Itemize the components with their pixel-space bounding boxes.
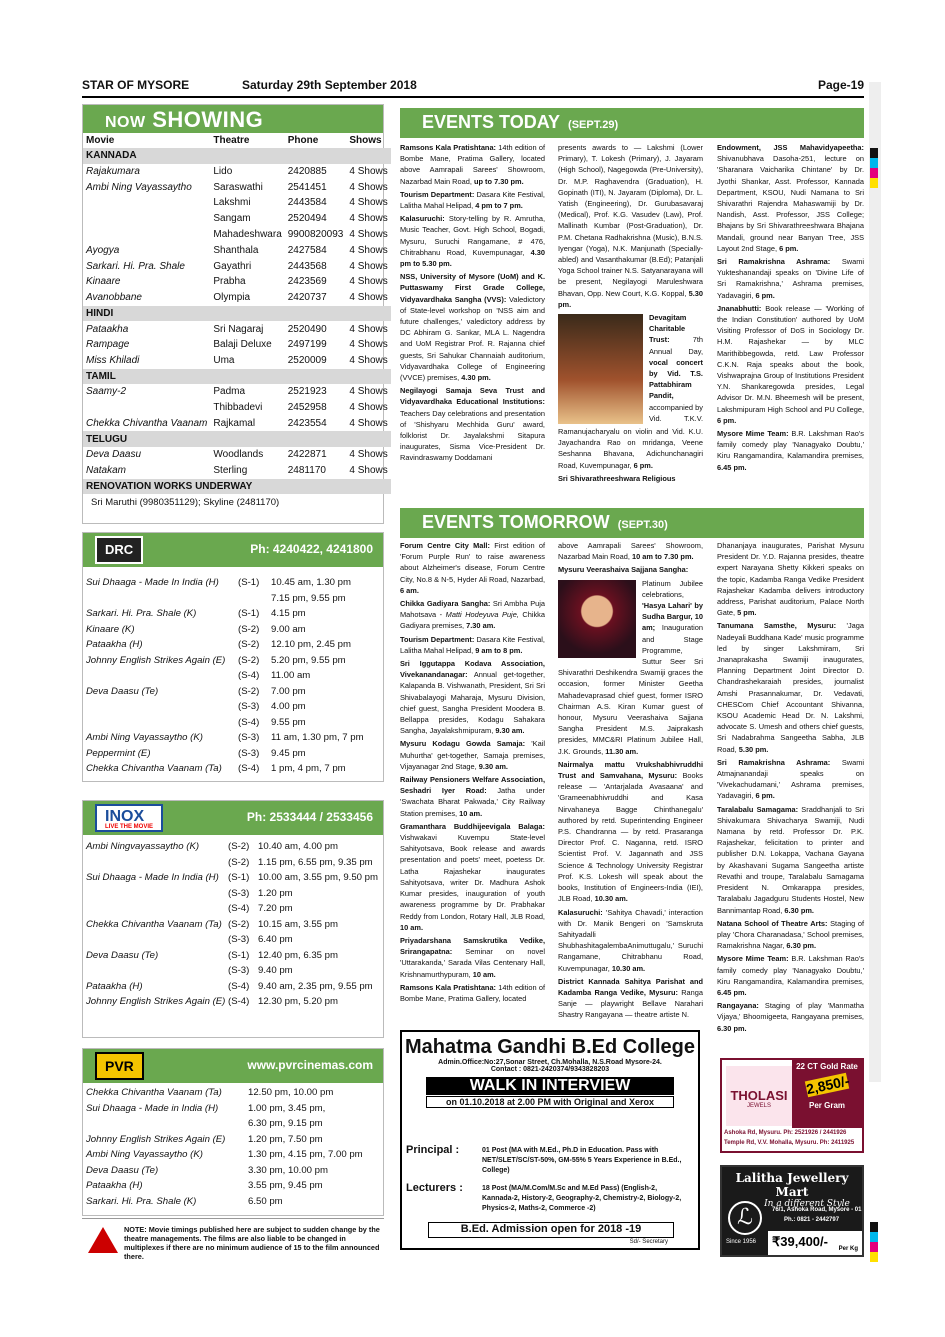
schedule-row [83, 715, 383, 731]
film-name: Johnny English Strikes Again (E) [86, 1133, 226, 1145]
movie-cell: Chekka Chivantha Vaanam [86, 418, 208, 430]
pvr-schedule [83, 1083, 383, 1209]
reg-mark-black [870, 148, 878, 158]
schedule-row [83, 746, 383, 762]
film-name: Deva Daasu (Te) [86, 1164, 159, 1176]
shows-cell: 4 Shows [349, 181, 388, 193]
screen: (S-4) [228, 980, 250, 992]
section-label: HINDI [83, 306, 391, 322]
movie-cell: Pataakha [86, 323, 129, 335]
movie-cell: Natakam [86, 465, 127, 477]
schedule-row [83, 1194, 383, 1210]
college-address: Admin.Office:No:27,Sonar Street, Ch.Mohalla, N.S.Road Mysore-24. [438, 1059, 662, 1066]
phone-cell: 2520009 [287, 355, 327, 367]
phone-cell: 2423554 [287, 418, 327, 430]
theatre-cell: Balaji Deluxe [213, 339, 272, 351]
film-name: Sui Dhaaga - Made In India (H) [86, 872, 219, 883]
tholasi-address-2: Temple Rd, V.V. Mohalla, Mysuru. Ph: 2411925 [724, 1140, 855, 1146]
show-times: 10.15 am, 3.55 pm [258, 918, 338, 930]
pvr-header [83, 1049, 383, 1083]
phone-cell: 2520490 [287, 323, 327, 335]
theatre-cell: Rajkamal [213, 418, 256, 430]
shows-cell: 4 Shows [349, 244, 388, 256]
show-times: 10.40 am, 4.00 pm [258, 841, 338, 852]
film-name: Peppermint (E) [86, 747, 151, 759]
movie-cell: Saamy-2 [86, 386, 127, 398]
movie-cell [83, 211, 210, 227]
show-times: 3.55 pm, 9.45 pm [248, 1180, 323, 1191]
show-times: 12.30 pm, 5.20 pm [258, 996, 338, 1007]
schedule-row [83, 1178, 383, 1194]
show-times: 1.30 pm, 4.15 pm, 7.00 pm [248, 1149, 363, 1160]
phone-cell: 2422871 [287, 449, 327, 461]
table-row [83, 384, 391, 400]
table-row [83, 337, 391, 353]
screen: (S-2) [238, 639, 260, 650]
shows-cell: 4 Shows [349, 165, 388, 177]
interview-date: on 01.10.2018 at 2.00 PM with Original and Xerox [426, 1096, 674, 1108]
show-times: 4.15 pm [271, 608, 306, 619]
show-times: 1.20 pm, 7.50 pm [248, 1133, 323, 1145]
reg-mark-magenta [870, 168, 878, 178]
schedule-row [83, 1116, 383, 1132]
table-row [83, 164, 391, 180]
section-label: TAMIL [83, 369, 391, 385]
shows-cell: 4 Shows [349, 292, 388, 304]
warning-icon [88, 1227, 118, 1253]
film-name: Johnny English Strikes Again (E) [86, 654, 226, 666]
secretary-sign: Sd/- Secretary [629, 1239, 668, 1245]
shows-cell: 4 Shows [349, 213, 388, 225]
schedule-row [83, 622, 383, 638]
schedule-row [83, 886, 383, 902]
movie-cell: Ambi Ning Vayassaytho [86, 181, 192, 193]
film-name: Pataakha (H) [86, 1180, 143, 1191]
screen: (S-3) [238, 732, 260, 743]
show-times: 9.40 am, 2.35 pm, 9.55 pm [258, 980, 373, 992]
screen: (S-3) [238, 747, 260, 759]
schedule-row [83, 1085, 383, 1101]
show-times: 12.10 pm, 2.45 pm [271, 639, 351, 650]
film-name: Deva Daasu (Te) [86, 949, 159, 961]
schedule-row [83, 948, 383, 964]
shows-cell: 4 Shows [349, 355, 388, 367]
section-label: KANNADA [83, 148, 391, 164]
college-ad [400, 1030, 700, 1250]
events-tomorrow-col-3: Dhananjaya inaugurates, Parishat Mysuru President Dr. Y.D. Rajanna presides, theatre expert Narayana Shetty Kikkeri speaks on the topic, Kadamba Ranga Vedike President Rajashekar Kadamba delivers introductory address, Parishat auditorium, Palace North Gate, 5 pm. Tanumana Samsthe, Mysuru: 'Jaga Nadeyali Buddhana Kade' music programme led by singer Lakshmiram, Sri Jnanaprakasha Swamiji inaugurates, Planning Department Joint Director D. Chandrashekaraiah presides, journalist Amshi Prasannakumar, Dr. Vedavati, CHESCom Chief Accountant Shivanna, KSOU Academic Head Dr. N. Lakshmi, advocate S. Umesh and others chief guests, Sri Nadabrahma Sangeetha Sabha, JLB Road, 5.30 pm. Sri Ramakrishna Ashrama: Swami Atmajnanandaji speaks on 'Vivekachudamani,' Ashrama premises, Yadavagiri, 6 pm. Taralabalu Samagama: Sraddhanjali to Sri Shivakumara Shivacharya Swamiji, Nudi Namana by retd. Professor Dr. P.K. Rajashekar, felicitation to printer and publisher D.N. Lokappa, Vachana Gayana by Akashavani Sugama Sangeetha artiste Revathi and troupe, Taralabalu Samagama President N. Omkarappa presides, Taralabalu Jagadguru Students Hostel, New Bannimantap Road, 6.30 pm. Natana School of Theatre Arts: Staging of play 'Chora Charanadasa,' School premises, Ramakrishna Nagar, 6.30 pm. Mysore Mime Team: B.R. Lakshman Rao's family comedy play 'Nanagyako Doubtu,' Kiru Rangamandira, Kalamandira premises, 6.45 pm. Rangayana: Staging of play 'Manmatha Vijaya,' Bhoomigeeta, Rangayana premises, 6.30 pm. [717, 541, 864, 1033]
reg-mark-cyan-2 [870, 1232, 878, 1242]
phone-cell: 2452958 [287, 402, 327, 414]
phone-cell: 2443568 [287, 260, 327, 272]
movie-cell [83, 195, 210, 211]
screen: (S-2) [238, 623, 260, 635]
schedule-row [83, 684, 383, 700]
phone-cell: 2520494 [287, 213, 327, 225]
show-times: 6.30 pm, 9.15 pm [248, 1118, 323, 1129]
lalitha-emblem: ℒ [728, 1201, 762, 1235]
film-name: Chekka Chivantha Vaanam (Ta) [86, 763, 222, 774]
theatre-cell: Lakshmi [213, 197, 251, 209]
phone-cell: 2443584 [287, 197, 327, 209]
phone-cell: 2423569 [287, 276, 327, 288]
show-times: 10.00 am, 3.55 pm, 9.50 pm [258, 872, 378, 883]
schedule-row [83, 979, 383, 995]
section-label: RENOVATION WORKS UNDERWAY [83, 479, 391, 495]
inox-schedule [83, 835, 383, 1010]
show-times: 7.20 pm [258, 903, 293, 914]
table-row [83, 321, 391, 337]
theatre-cell: Woodlands [213, 449, 264, 461]
screen: (S-4) [228, 903, 250, 914]
tholasi-ad [720, 1058, 864, 1153]
schedule-row [83, 917, 383, 933]
show-times: 1.15 pm, 6.55 pm, 9.35 pm [258, 856, 373, 868]
theatre-cell: Uma [213, 355, 235, 367]
registration-strip [869, 82, 881, 1082]
now-showing-header [83, 105, 383, 133]
language-section-row [83, 479, 391, 495]
schedule-row [83, 855, 383, 871]
table-header-row [83, 133, 391, 148]
screen: (S-1) [228, 949, 250, 961]
film-name: Chekka Chivantha Vaanam (Ta) [86, 918, 222, 930]
lecturers-text: 18 Post (MA/M.Com/M.Sc and M.Ed Pass) (English-2, Kannada-2, History-2, Geography-2, Chemistry-2, Biology-2, Physics-2, Maths-2, Commerce -2) [482, 1185, 682, 1212]
table-row [83, 258, 391, 274]
shows-cell: 4 Shows [349, 465, 388, 477]
inox-logo: INOX LIVE THE MOVIE [95, 804, 163, 832]
schedule-row [83, 575, 383, 591]
inox-phone: Ph: 2533444 / 2533456 [246, 810, 373, 824]
lalitha-address: 76/1, Ashoka Road, Mysore - 01 [772, 1207, 862, 1213]
phone-cell: 2521923 [287, 386, 327, 398]
table-row [83, 211, 391, 227]
schedule-row [83, 932, 383, 948]
screen: (S-3) [228, 934, 250, 945]
drc-schedule [83, 567, 383, 777]
schedule-row [83, 591, 383, 607]
theatre-cell: Gayathri [213, 260, 252, 272]
lalitha-ad [720, 1165, 864, 1257]
language-section-row [83, 306, 391, 322]
schedule-row [83, 1147, 383, 1163]
now-showing-box [82, 104, 388, 524]
film-name: Ambi Ning Vayassaytho (K) [86, 732, 203, 743]
screen: (S-1) [238, 608, 260, 619]
events-tomorrow-title: EVENTS TOMORROW (SEPT.30) [422, 512, 668, 532]
header-rule [82, 96, 864, 98]
schedule-row [83, 668, 383, 684]
show-times: 6.50 pm [248, 1195, 283, 1207]
movie-cell: Avanobbane [86, 292, 142, 304]
theatre-cell: Mahadeshwara [213, 229, 282, 241]
table-row [83, 195, 391, 211]
film-name: Sarkari. Hi. Pra. Shale (K) [86, 608, 197, 619]
schedule-row [83, 761, 383, 777]
show-times: 1.00 pm, 3.45 pm, [248, 1102, 326, 1114]
screen: (S-1) [238, 577, 260, 588]
schedule-row [83, 870, 383, 886]
movie-cell [83, 400, 210, 416]
screen: (S-4) [238, 716, 260, 728]
phone-cell: 2420885 [287, 165, 327, 177]
schedule-row [83, 901, 383, 917]
screen: (S-2) [228, 841, 250, 852]
film-name: Pataakha (H) [86, 639, 143, 650]
show-times: 11 am, 1.30 pm, 7 pm [271, 732, 364, 743]
film-name: Ambi Ningvayassaytho (K) [86, 841, 200, 852]
reg-mark-yellow-2 [870, 1252, 878, 1262]
table-row [83, 400, 391, 416]
table-row [83, 274, 391, 290]
pvr-cinema-box [82, 1048, 384, 1216]
show-times: 10.45 am, 1.30 pm [271, 577, 351, 588]
lecturers-label: Lecturers : [406, 1182, 463, 1194]
movie-cell: Rampage [86, 339, 130, 351]
schedule-row [83, 637, 383, 653]
lalitha-phone: Ph.: 0821 - 2442797 [784, 1217, 840, 1223]
shows-cell: 4 Shows [349, 260, 388, 272]
pvr-website[interactable]: www.pvrcinemas.com [247, 1058, 373, 1072]
show-times: 4.00 pm [271, 701, 306, 712]
now-showing-title: NOW SHOWING [105, 107, 264, 132]
pvr-logo: PVR [95, 1052, 144, 1080]
theatre-cell: Sangam [213, 213, 251, 225]
language-section-row [83, 431, 391, 447]
language-section-row [83, 148, 391, 164]
reg-mark-cyan [870, 158, 878, 168]
show-times: 7.00 pm [271, 685, 306, 697]
col-movie: Movie [86, 135, 115, 146]
events-tomorrow-col-1: Forum Centre City Mall: First edition of 'Forum Purple Run' to raise awareness about Alzheimer's disease, Forum Centre City, No.8 & N-5, Hyder Ali Road, Nazarbad, 6 am. Chikka Gadiyara Sangha: Sri Ambha Puja Mahotsava - Matti Hodeyuva Puje, Chikka Gadiyara premises, 7.30 am. Tourism Department: Dasara Kite Festival, Lalitha Mahal Helipad, 9 am to 8 pm. Sri Iggutappa Kodava Association, Vivekanandanagar: Annual get-together, Kalapanda B. Vishwanath, President, Sri Sri Shivabalayogi Maharaja, Mysuru Division, chief guest, Sangha President Moodera B. Bellappa presides, Kodagu Sahakara Sangha, Jayalakshmipuram, 9.30 am. Mysuru Kodagu Gowda Samaja: 'Kail Muhurtha' get-together, Samaja premises, Vijayanagar 2nd Stage, 9.30 am. Railway Pensioners Welfare Association, Seshadri Iyer Road: Jatha under 'Swachata Bharat Pakwada,' City Railway Station premises, 10 am. Gramanthara Buddhijeevigala Balaga: Vishwakavi Kuvempu State-level Sahityotsava, Book release and awards presentation and poets' meet, poetess Dr. Latha Rajashekar inaugurates Sahityotsava, writer Dr. Madhura Ashok Kumar presides, inauguration of youth awareness programme by Dr. Prabhakar Reddy from London, Rotary Hall, JLB Road, 10 am. Priyadarshana Samskrutika Vedike, Srirangapatna: Seminar on novel 'Uttarakanda,' Sarada Vilas Centenary Hall, Krishnamurthypuram, 10 am. Ramsons Kala Pratishtana: 14th edition of Bombe Mane, Pratima Gallery, located [400, 541, 546, 1003]
singer-photo [558, 314, 643, 424]
table-row [83, 447, 391, 463]
shows-cell: 4 Shows [349, 418, 388, 430]
schedule-row [83, 994, 383, 1010]
shows-cell: 4 Shows [349, 323, 388, 335]
tholasi-logo: THOLASI JEWELS [726, 1066, 792, 1126]
show-times: 5.20 pm, 9.55 pm [271, 654, 346, 666]
movie-cell [83, 227, 210, 243]
schedule-row [83, 839, 383, 855]
phone-cell: 2481170 [287, 465, 326, 477]
shows-cell: 4 Shows [349, 402, 388, 414]
lalitha-tagline: In a different Style [764, 1199, 850, 1209]
table-row [83, 463, 391, 479]
drc-phone: Ph: 4240422, 4241800 [250, 542, 373, 556]
gold-rate-box: 22 CT Gold Rate 2,850/- Per Gram [792, 1060, 862, 1128]
tholasi-address-1: Ashoka Rd, Mysuru. Ph: 2521926 / 2441926 [724, 1130, 847, 1136]
events-tomorrow-header [400, 508, 864, 538]
phone-cell: 2420737 [287, 292, 327, 304]
movie-cell: Miss Khiladi [86, 355, 140, 367]
phone-cell: 2497199 [287, 339, 327, 351]
principal-label: Principal : [406, 1144, 460, 1156]
reg-mark-yellow [870, 178, 878, 188]
events-tomorrow-col-2: above Aamrapali Sarees' Showroom, Nazarbad Main Road, 10 am to 7.30 pm. Mysuru Veerashaiva Sajjana Sangha: Platinum Jubilee celebrations, 'Hasya Lahari' by Sudha Bargur, 10 am; Inauguration and Stage Programme, Suttur Seer Sri Shivarathri Deshikendra Swamiji graces the occasion, former Minister Geetha Mahadevaprasad chief guest, former ISRO Chairman A.S. Kiran Kumar guest of honour, Mysuru Veerashaiva Sajjana Sangha President M.S. Jaiprakash presides, MMC&RI Platinum Jubilee Hall, J.K. Grounds, 11.30 am. Nairmalya mattu Vrukshabhivruddhi Trust and Samvahana, Mysuru: Books release — 'Antarjalada Avasaana' and 'Grameenabhivruddhi and Kasa Nirvahaneya Bagge Chinthanegalu' authored by retd. Superintending Engineer P.S. Chandranna — by retd. Prasaranga Director Prof. C. Naganna, retd. ISRO Scientist Prof. V. Jagannath and JSS Science & Technology University Registrar Prof. K.S. Lokesh will speak about the books, Institution of Engineers-India (IEI), JLB Road, 10.30 am. Kalasuruchi: 'Sahitya Chavadi,' interaction with Dr. Manik Bengeri on 'Samskruta Sahityadalli ShubhashitagalembaAnimuttugalu,' Suruchi Rangamane, Chitrabhanu Road, Kuvempunagar, 10.30 am. District Kannada Sahitya Parishat and Kadamba Ranga Vedike, Mysuru: Ranga Sanje — playwright Bellave Narahari Shastry Rangayana — theatre artiste N. [558, 541, 703, 1020]
phone-cell: 2427584 [287, 244, 327, 256]
events-today-title: EVENTS TODAY (SEPT.29) [422, 112, 619, 132]
screen: (S-2) [228, 918, 250, 930]
theatre-cell: Prabha [213, 276, 246, 288]
table-row [83, 416, 391, 432]
screen: (S-3) [228, 887, 250, 899]
phone-cell: 2541451 [287, 181, 327, 193]
events-today-col-1: Ramsons Kala Pratishtana: 14th edition of Bombe Mane, Pratima Gallery, located above Aamrapali Sarees' Showroom, Nazarbad Main Road, up to 7.30 pm. Tourism Department: Dasara Kite Festival, Lalitha Mahal Helipad, 4 pm to 7 pm. Kalasuruchi: Story-telling by R. Amrutha, Music Teacher, Govt. High School, Bogadi, Mysuru, Suruchi Rangamane, # 476, Chitrabhanu Road, Kuvempunagar, 4.30 pm to 5.30 pm. NSS, University of Mysore (UoM) and K. Puttaswamy First Grade College, Vidyavardhaka Sangha (VVS): Valedictory of State-level workshop on 'NSS aim and future challenges,' valedictory address by DC Abhiram G. Sankar, MLA L. Nagendra and UoM Registrar Prof. R. Rajanna chief guests, Sri Sahukar Channaiah auditorium, Vidyavardhaka College of Engineering (VVCE) premises, 4.30 pm. Negilayogi Samaja Seva Trust and Vidyavardhaka Educational Institutions: Teachers Day celebrations and presentation of 'Shishyaru Mechhida Guru' award, folklorist Dr. Jayalakshmi Sitapura inaugurates, Sisma Vice-President Dr. Ravindraswamy Doddamani [400, 143, 545, 463]
drc-cinema-box [82, 532, 384, 782]
show-times: 9.00 am [271, 623, 306, 635]
screen: (S-1) [228, 872, 250, 883]
silver-price: ₹39,400/- Per Kg [768, 1231, 862, 1255]
language-section-row [83, 369, 391, 385]
screen: (S-2) [238, 654, 260, 666]
show-times: 12.40 pm, 6.35 pm [258, 949, 338, 961]
theatre-cell: Sri Nagaraj [213, 323, 264, 335]
shows-cell: 4 Shows [349, 386, 388, 398]
artiste-photo [558, 580, 636, 658]
schedule-row [83, 730, 383, 746]
page-header [82, 78, 864, 96]
theatre-cell: Saraswathi [213, 181, 263, 193]
lalitha-since: Since 1956 [726, 1239, 757, 1245]
shows-cell: 4 Shows [349, 197, 388, 209]
movie-cell: Deva Daasu [86, 449, 142, 461]
table-row [83, 179, 391, 195]
paper-name: STAR OF MYSORE [82, 78, 190, 92]
film-name: Sui Dhaaga - Made in India (H) [86, 1102, 219, 1114]
show-times: 9.45 pm [271, 747, 306, 759]
screen: (S-4) [228, 996, 250, 1007]
drc-logo: DRC [95, 536, 143, 564]
events-today-col-2: presents awards to — Lakshmi (Lower Primary), T. Lokesh (Primary), J. Jayaram (High School), Nagegowda (Pre-University), Dr. M.P. Raghavendra (Graduation), H. Gopinath (ITI), N. Jayaram (Diploma), Dr. L. Yatish (Engineering), Dr. Gurubasavaraj (Medical), Prof. K.G. Vasudev (Law), Prof. Mallinath Kumbar (Post-Graduation), Dr. P.M. Chetana Radhakrishna (Music), B.N.S. Iyengar (Yoga), N.K. Manjunath (Specially-abled) and Vasanthakumar (B.Ed); Patanjali Yoga School trainer N.S. Satyanarayana will be present, Negilayogi Maruleshwara Bhavan, Opp. New Court, K.G. Koppal, 5.30 pm. Devagitam Charitable Trust: 7th Annual Day, vocal concert by Vid. T.S. Pattabhiram Pandit, accompanied by Vid. T.K.V. Ramanujacharyalu on violin and Vid. K.U. Jayachandra Rao on mridanga, Veene Seshanna Bhavana, Adichunchanagiri Road, Kuvempunagar, 6 pm. Sri Shivarathreeshwara Religious [558, 143, 703, 483]
phone-cell: 9900820093 [287, 229, 344, 241]
timings-note: NOTE: Movie timings published here are subject to sudden change by the theatre managements. The films are also liable to be changed in multiplexes if there are no minimum audience of 15 to the film announced there. [82, 1218, 384, 1258]
show-times: 3.30 pm, 10.00 pm [248, 1164, 328, 1176]
show-times: 12.50 pm, 10.00 pm [248, 1087, 334, 1098]
walk-in-banner: WALK IN INTERVIEW [426, 1077, 674, 1095]
col-theatre: Theatre [213, 135, 250, 146]
screen: (S-3) [238, 701, 260, 712]
college-name: Mahatma Gandhi B.Ed College [404, 1036, 696, 1058]
schedule-row [83, 963, 383, 979]
show-times: 1.20 pm [258, 887, 293, 899]
schedule-row [83, 1132, 383, 1148]
movie-cell: Rajakumara [86, 165, 140, 177]
inox-header [83, 801, 383, 835]
page-number: Page-19 [817, 78, 864, 92]
col-phone: Phone [287, 135, 319, 146]
screen: (S-4) [238, 763, 260, 774]
inox-cinema-box [82, 800, 384, 1038]
schedule-row [83, 653, 383, 669]
film-name: Deva Daasu (Te) [86, 685, 159, 697]
movie-cell: Kinaare [86, 276, 121, 288]
drc-header [83, 533, 383, 567]
schedule-row [83, 1163, 383, 1179]
events-today-header [400, 108, 864, 138]
film-name: Sarkari. Hi. Pra. Shale (K) [86, 1195, 197, 1207]
reg-mark-magenta-2 [870, 1242, 878, 1252]
schedule-row [83, 1101, 383, 1117]
screen: (S-4) [238, 670, 260, 681]
col-shows: Shows [349, 135, 382, 146]
college-contact: Contact : 0821-2420374/9343828203 [490, 1066, 610, 1073]
table-row [83, 227, 391, 243]
admission-banner: B.Ed. Admission open for 2018 -19 [428, 1222, 674, 1238]
page-date: Saturday 29th September 2018 [242, 78, 417, 92]
show-times: 6.40 pm [258, 934, 293, 945]
theatre-cell: Padma [213, 386, 246, 398]
principal-text: 01 Post (MA with M.Ed., Ph.D in Education. Pass with NET/SLET/SC/ST-50%, GM-55% 5 Years Experience in B.Ed., College) [482, 1147, 682, 1174]
show-times: 9.55 pm [271, 716, 306, 728]
screen: (S-2) [238, 685, 260, 697]
show-times: 11.00 am [271, 670, 311, 681]
shows-cell: 4 Shows [349, 449, 388, 461]
shows-cell: 4 Shows [349, 229, 388, 241]
movie-cell: Sarkari. Hi. Pra. Shale [86, 260, 185, 272]
events-today-col-3: Endowment, JSS Mahavidyapeetha: Shivanubhava Dasoha-251, lecture on 'Sharanara Vaicharika Chintane' by Dr. Jyothi Shankar, Asst. Professor, Kannada Department, KSOU, Nudi Namana to Sri Shivarathri Rajendra Mahaswamiji by Dr. Nandish, Asst. Professor, JSS College; Bhajans by Sri Shivarathreeshwara Bhajana Mandali, ground near Banyan Tree, JSS Layout 2nd Stage, 6 pm. Sri Ramakrishna Ashrama: Swami Yukteshanandaji speaks on 'Divine Life of Sri Ramakrishna,' Ashrama premises, Yadavagiri, 6 pm. Jnanabhutti: Book release — 'Working of the Indian Constitution' authored by UoM Visiting Professor of DoS in Sociology Dr. H.M. Rajashekar — by MLC Marithibbegowda, retd. Law Professor C.K.N. Raja speaks about the book, Vishwaprajna Group of Institutions President Y.N. Shankaregowda presides, Legal Advisor Dr. M.N. Bheemesh will be present, Lakshmipuram High School and PU College, 6 pm. Mysore Mime Team: B.R. Lakshman Rao's family comedy play 'Nanagyako Doubtu,' Kiru Rangamandira, Kalamandira premises, 6.45 pm. [717, 143, 864, 472]
show-times: 1 pm, 4 pm, 7 pm [271, 763, 346, 774]
shows-cell: 4 Shows [349, 339, 388, 351]
theatre-cell: Thibbadevi [213, 402, 263, 414]
film-name: Sui Dhaaga - Made In India (H) [86, 577, 219, 588]
theatre-cell: Lido [213, 165, 233, 177]
schedule-row [83, 606, 383, 622]
film-name: Johnny English Strikes Again (E) [86, 996, 226, 1007]
shows-cell: 4 Shows [349, 276, 388, 288]
now-showing-table [83, 133, 391, 494]
film-name: Kinaare (K) [86, 623, 135, 635]
theatre-cell: Shanthala [213, 244, 259, 256]
movie-cell: Ayogya [86, 244, 120, 256]
reg-mark-black-2 [870, 1222, 878, 1232]
show-times: 9.40 pm [258, 965, 293, 976]
screen: (S-2) [228, 856, 250, 868]
table-row [83, 353, 391, 369]
theatre-cell: Sterling [213, 465, 248, 477]
show-times: 7.15 pm, 9.55 pm [271, 592, 346, 604]
film-name: Chekka Chivantha Vaanam (Ta) [86, 1087, 222, 1098]
film-name: Ambi Ning Vayassaytho (K) [86, 1149, 203, 1160]
screen: (S-3) [228, 965, 250, 976]
section-label: TELUGU [83, 431, 391, 447]
film-name: Pataakha (H) [86, 980, 143, 992]
renovation-text: Sri Maruthi (9980351129); Skyline (2481170) [91, 497, 280, 509]
lalitha-brand: Lalitha Jewellery Mart [735, 1171, 849, 1199]
theatre-cell: Olympia [213, 292, 251, 304]
schedule-row [83, 699, 383, 715]
table-row [83, 242, 391, 258]
table-row [83, 290, 391, 306]
